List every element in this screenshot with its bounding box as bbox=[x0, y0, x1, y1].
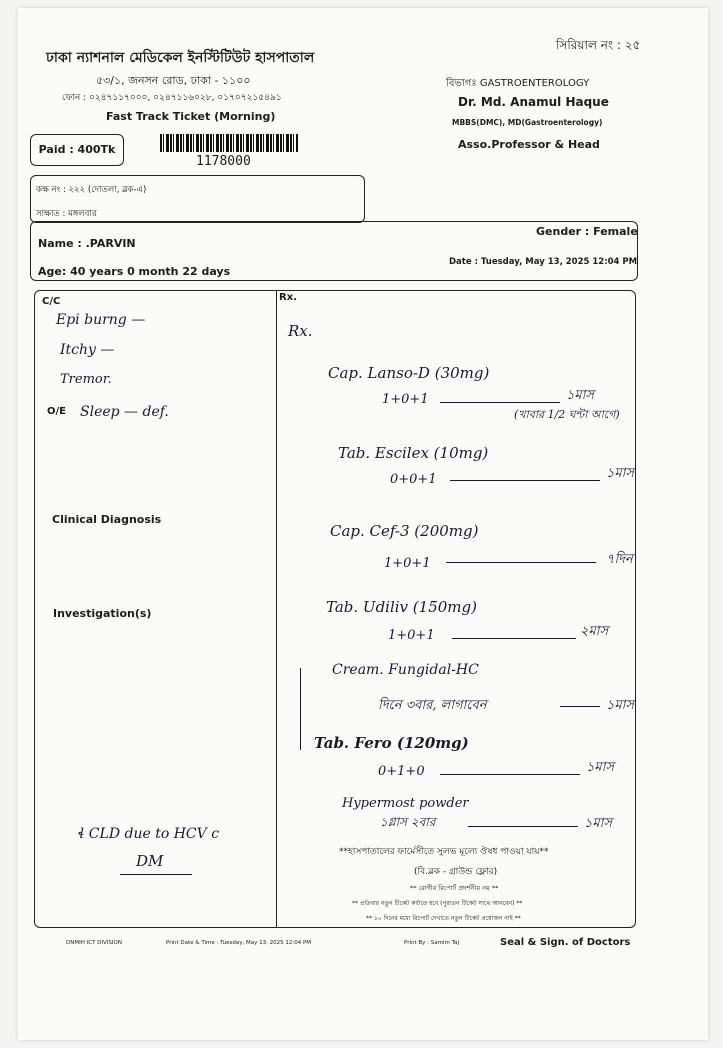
bracket-line bbox=[300, 668, 301, 750]
investigations-label: Investigation(s) bbox=[53, 607, 152, 620]
cc-note: Epi burng — bbox=[56, 312, 146, 328]
hospital-phone: ফোন : ০২৪৭১১৭০০০, ০২৪৭১১৬০২৮, ০১৭০৭২১৫৪৯১ bbox=[62, 93, 282, 103]
rx-item-dose: দিনে ৩বার, লাগাবেন bbox=[378, 698, 487, 713]
consult-day: সাক্ষাত : মঙ্গলবার bbox=[36, 209, 97, 219]
rx-item-line bbox=[560, 706, 600, 707]
rx-item-duration: ১মাস bbox=[606, 466, 635, 481]
rx-mark: Rx. bbox=[288, 322, 313, 340]
column-divider bbox=[276, 290, 277, 928]
oe-label: O/E bbox=[47, 406, 66, 417]
clinical-diagnosis-label: Clinical Diagnosis bbox=[52, 513, 162, 526]
doctor-name: Dr. Md. Anamul Haque bbox=[458, 95, 609, 109]
rx-item-dose: 0+1+0 bbox=[378, 764, 425, 779]
rx-label: Rx. bbox=[279, 292, 297, 303]
print-date: Print Date & Time : Tuesday, May 13, 2025 12:04 PM bbox=[166, 940, 312, 946]
cc-note: Itchy — bbox=[60, 342, 115, 358]
rx-item-dose: 0+0+1 bbox=[390, 472, 437, 487]
pharmacy-location: (বি.ব্লক - গ্রাউন্ড ফ্লোর) bbox=[414, 867, 498, 877]
ict-division: DNMIH ICT DIVISION bbox=[66, 940, 122, 946]
pharmacy-note: **হাসপাতালের ফার্মেসীতে সুলভ মূল্যে ঔষধ পাওয়া যায়** bbox=[339, 847, 549, 857]
print-by: Print By : Samim Taj bbox=[404, 940, 459, 946]
rx-item-line bbox=[468, 826, 578, 827]
rx-item-duration: ২মাস bbox=[580, 624, 609, 639]
rx-item-line bbox=[440, 774, 580, 775]
rx-item-duration: ৭দিন bbox=[606, 552, 633, 567]
rx-item-duration: ১মাস bbox=[586, 760, 615, 775]
patient-name: Name : .PARVIN bbox=[38, 237, 136, 250]
diagnosis-note: DM bbox=[136, 852, 164, 870]
rx-item-name: Tab. Fero (120mg) bbox=[314, 734, 469, 752]
rx-item-duration: ১মাস bbox=[584, 816, 613, 831]
barcode bbox=[160, 134, 298, 152]
rx-item-name: Cap. Lanso-D (30mg) bbox=[328, 364, 490, 382]
ticket-note: ** প্রতিবার নতুন টিকেট কাটতে হবে (পুরাতন টিকেট সাথে আনবেন) ** bbox=[352, 900, 523, 907]
hospital-name: ঢাকা ন্যাশনাল মেডিকেল ইনস্টিটিউট হাসপাতাল bbox=[46, 50, 315, 66]
report-note: ** রোগীর রিপোর্ট প্রদর্শনীয় নয় ** bbox=[410, 884, 499, 892]
rx-item-name: Tab. Escilex (10mg) bbox=[338, 444, 489, 462]
paid-badge: Paid : 400Tk bbox=[30, 134, 124, 166]
doctor-degrees: MBBS(DMC), MD(Gastroenterology) bbox=[452, 118, 603, 127]
ticket-date: Date : Tuesday, May 13, 2025 12:04 PM bbox=[449, 257, 638, 267]
serial-number: সিরিয়াল নং : ২৫ bbox=[556, 38, 641, 52]
barcode-number: 1178000 bbox=[196, 154, 251, 169]
cc-note: Tremor. bbox=[60, 372, 112, 387]
report-validity-note: ** ১০ দিনের মধ্যে রিপোর্ট দেখাতে নতুন টিকেট প্রয়োজন নাই ** bbox=[366, 915, 521, 922]
oe-note: Sleep — def. bbox=[80, 404, 169, 420]
rx-item-line bbox=[450, 480, 600, 481]
diagnosis-note: ɬ CLD due to HCV c bbox=[78, 826, 220, 842]
rx-item-line bbox=[446, 562, 596, 563]
doctor-designation: Asso.Professor & Head bbox=[458, 138, 600, 151]
rx-item-name: Tab. Udiliv (150mg) bbox=[326, 598, 477, 616]
rx-item-dose: 1+0+1 bbox=[384, 556, 431, 571]
rx-item-line bbox=[452, 638, 576, 639]
cc-label: C/C bbox=[42, 296, 61, 307]
rx-item-duration: ১মাস bbox=[566, 388, 595, 403]
rx-item-note: (খাবার 1/2 ঘন্টা আগে) bbox=[514, 408, 620, 421]
department: বিভাগঃ GASTROENTEROLOGY bbox=[446, 78, 590, 89]
rx-item-dose: ১গ্লাস ২বার bbox=[380, 815, 436, 829]
rx-item-dose: 1+0+1 bbox=[382, 392, 429, 407]
ticket-type: Fast Track Ticket (Morning) bbox=[106, 110, 276, 123]
rx-item-duration: ১মাস bbox=[606, 698, 635, 713]
seal-sign: Seal & Sign. of Doctors bbox=[500, 937, 631, 948]
room-number: কক্ষ নং : ২২২ (দোতলা, ব্লক-এ) bbox=[36, 185, 147, 195]
patient-age: Age: 40 years 0 month 22 days bbox=[38, 265, 231, 278]
rx-item-name: Cream. Fungidal-HC bbox=[332, 662, 479, 678]
rx-item-name: Cap. Cef-3 (200mg) bbox=[330, 522, 479, 540]
rx-item-line bbox=[440, 402, 560, 403]
rx-item-dose: 1+0+1 bbox=[388, 628, 435, 643]
diagnosis-underline bbox=[120, 874, 192, 875]
hospital-address: ৫৩/১, জনসন রোড, ঢাকা - ১১০০ bbox=[96, 74, 251, 87]
patient-gender: Gender : Female bbox=[536, 225, 638, 238]
rx-item-name: Hypermost powder bbox=[342, 796, 469, 811]
